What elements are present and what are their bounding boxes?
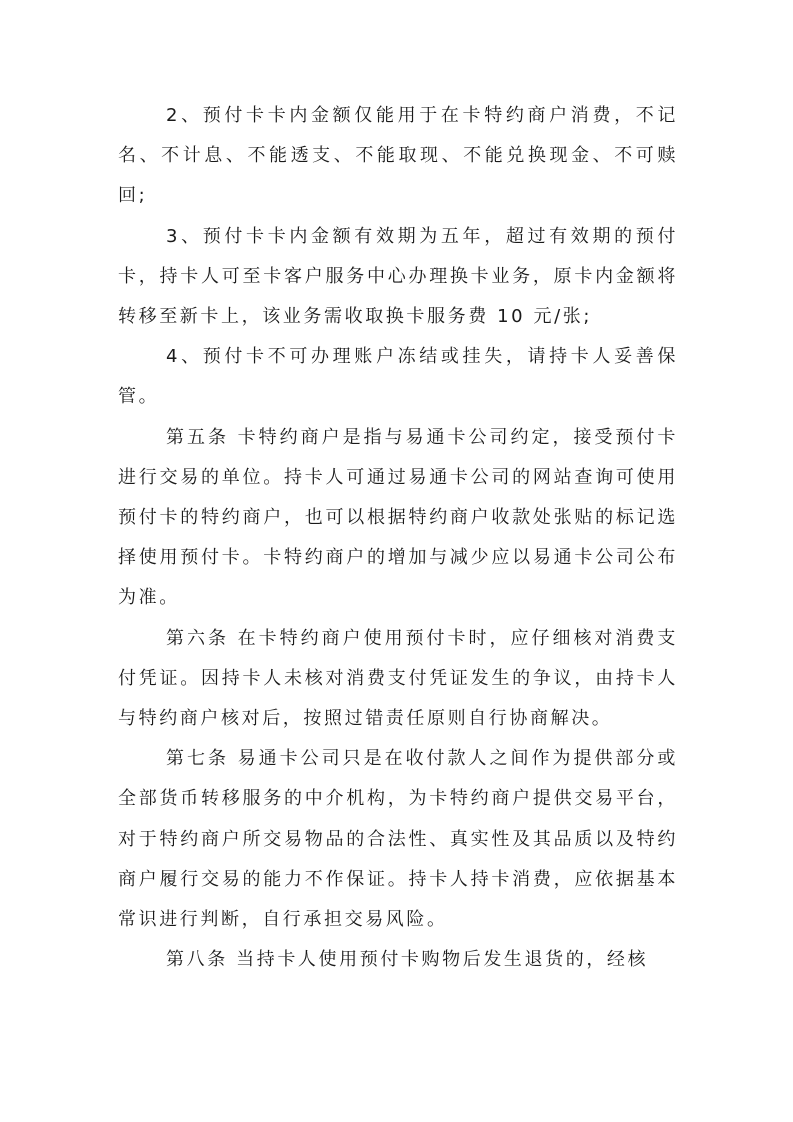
paragraph-article-6: 第六条 在卡特约商户使用预付卡时，应仔细核对消费支付凭证。因持卡人未核对消费支付凭证发生的争议，由持卡人与特约商户核对后，按照过错责任原则自行协商解决。: [118, 627, 678, 730]
paragraph-article-5: 第五条 卡特约商户是指与易通卡公司约定，接受预付卡进行交易的单位。持卡人可通过易通卡公司的网站查询可使用预付卡的特约商户，也可以根据特约商户收款处张贴的标记选择使用预付卡。卡特约商户的增加与减少应以易通卡公司公布为准。: [118, 426, 678, 609]
paragraph-clause-2: 2、预付卡卡内金额仅能用于在卡特约商户消费，不记名、不计息、不能透支、不能取现、不能兑换现金、不可赎回;: [118, 105, 678, 207]
body-text: [118, 96, 678, 980]
paragraph-article-7: 第七条 易通卡公司只是在收付款人之间作为提供部分或全部货币转移服务的中介机构，为卡特约商户提供交易平台，对于特约商户所交易物品的合法性、真实性及其品质以及特约商户履行交易的能力不作保证。持卡人持卡消费，应依据基本常识进行判断，自行承担交易风险。: [118, 748, 678, 931]
paragraph-clause-4: 4、预付卡不可办理账户冻结或挂失，请持卡人妥善保管。: [118, 346, 678, 408]
paragraph-clause-3: 3、预付卡卡内金额有效期为五年，超过有效期的预付卡，持卡人可至卡客户服务中心办理换卡业务，原卡内金额将转移至新卡上，该业务需收取换卡服务费 10 元/张;: [118, 225, 678, 328]
paragraph-article-8: 第八条 当持卡人使用预付卡购物后发生退货的，经核: [166, 949, 649, 971]
